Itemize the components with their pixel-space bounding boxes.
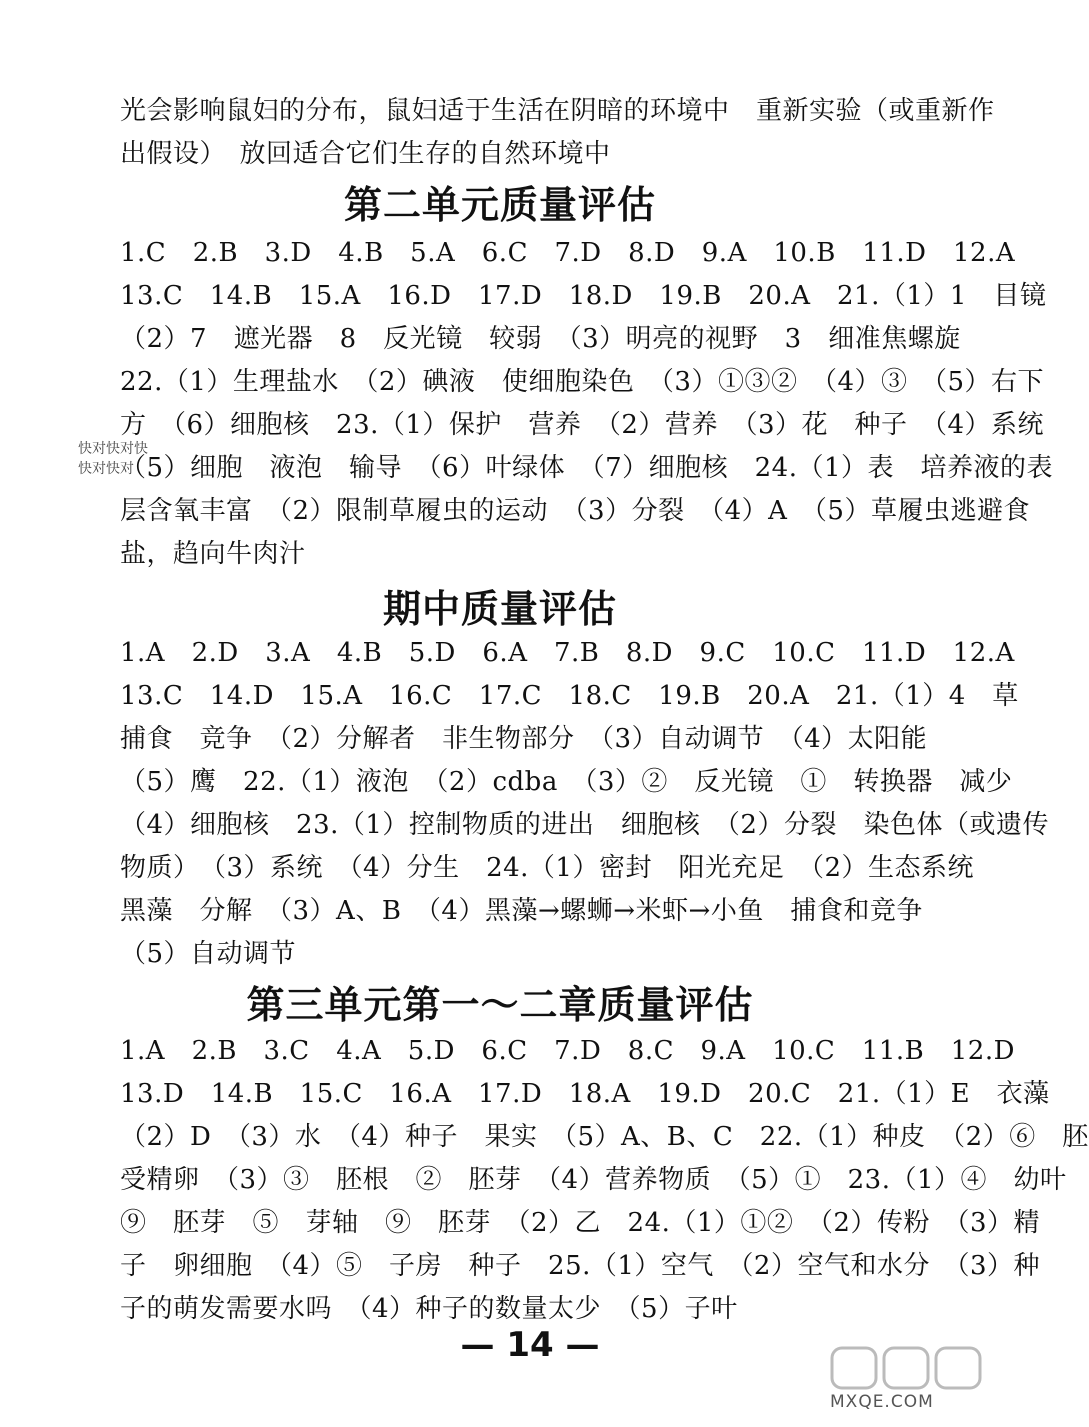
answer-line: 1.A 2.B 3.C 4.A 5.D 6.C 7.D 8.C 9.A 10.C 11.B 12.D xyxy=(120,1036,1015,1066)
answer-line: 层含氧丰富 （2）限制草履虫的运动 （3）分裂 （4）A （5）草履虫逃避食 xyxy=(120,496,1030,526)
answer-line: 受精卵 （3）③ 胚根 ② 胚芽 （4）营养物质 （5）① 23.（1）④ 幼叶 xyxy=(120,1165,1067,1195)
section-answers xyxy=(120,232,1054,576)
answer-line: （2）7 遮光器 8 反光镜 较弱 （3）明亮的视野 3 细准焦螺旋 xyxy=(120,324,961,354)
answer-line: （5）细胞 液泡 输导 （6）叶绿体 （7）细胞核 24.（1）表 培养液的表 xyxy=(120,453,1054,483)
answer-line: 捕食 竞争 （2）分解者 非生物部分 （3）自动调节 （4）太阳能 xyxy=(120,724,928,754)
answer-line: 1.C 2.B 3.D 4.B 5.A 6.C 7.D 8.D 9.A 10.B 11.D 12.A xyxy=(120,238,1016,268)
answer-line: 13.C 14.D 15.A 16.C 17.C 18.C 19.B 20.A 21.（1）4 草 xyxy=(120,681,1019,711)
answer-line: 1.A 2.D 3.A 4.B 5.D 6.A 7.B 8.D 9.C 10.C 11.D 12.A xyxy=(120,638,1015,668)
answer-line: 13.C 14.B 15.A 16.D 17.D 18.D 19.B 20.A 21.（1）1 目镜 xyxy=(120,281,1047,311)
margin-note: 快对快对快 xyxy=(78,441,148,457)
answer-line: 物质） （3）系统 （4）分生 24.（1）密封 阳光充足 （2）生态系统 xyxy=(120,853,975,883)
watermark-text: MXQE.COM xyxy=(830,1392,934,1412)
answer-line: （2）D （3）水 （4）种子 果实 （5）A、B、C 22.（1）种皮 （2）⑥ 胚 xyxy=(120,1122,1089,1152)
text-line: 光会影响鼠妇的分布，鼠妇适于生活在阴暗的环境中 重新实验（或重新作 xyxy=(120,96,995,126)
text-line: 出假设） 放回适合它们生存的自然环境中 xyxy=(120,139,611,169)
section-title: 第三单元第一～二章质量评估 xyxy=(246,982,754,1027)
answer-line: （5）自动调节 xyxy=(120,939,297,969)
page-number: — 14 — xyxy=(460,1325,600,1365)
answer-line: ⑨ 胚芽 ⑤ 芽轴 ⑨ 胚芽 （2）乙 24.（1）①② （2）传粉 （3）精 xyxy=(120,1208,1041,1238)
section-title: 期中质量评估 xyxy=(382,586,617,631)
answer-line: 方 （6）细胞核 23.（1）保护 营养 （2）营养 （3）花 种子 （4）系统 xyxy=(120,410,1045,440)
section-answers xyxy=(120,632,1049,976)
answer-line: 13.D 14.B 15.C 16.A 17.D 18.A 19.D 20.C 21.（1）E 衣藻 xyxy=(120,1079,1050,1109)
answer-line: 22.（1）生理盐水 （2）碘液 使细胞染色 （3）①③② （4）③ （5）右下 xyxy=(120,367,1045,397)
answer-line: 子 卵细胞 （4）⑤ 子房 种子 25.（1）空气 （2）空气和水分 （3）种 xyxy=(120,1251,1041,1281)
answer-line: 子的萌发需要水吗 （4）种子的数量太少 （5）子叶 xyxy=(120,1294,738,1324)
answer-line: 盐，趋向牛肉汁 xyxy=(120,539,306,569)
section-title: 第二单元质量评估 xyxy=(343,182,656,227)
intro-paragraph xyxy=(120,90,995,176)
section-answers xyxy=(120,1030,1089,1331)
answer-line: 黑藻 分解 （3）A、B （4）黑藻→螺蛳→米虾→小鱼 捕食和竞争 xyxy=(120,896,923,926)
answer-line: （4）细胞核 23.（1）控制物质的进出 细胞核 （2）分裂 染色体（或遗传 xyxy=(120,810,1049,840)
margin-note: 快对快对 xyxy=(78,461,134,477)
answer-line: （5）鹰 22.（1）液泡 （2）cdba （3）② 反光镜 ① 转换器 减少 xyxy=(120,767,1013,797)
